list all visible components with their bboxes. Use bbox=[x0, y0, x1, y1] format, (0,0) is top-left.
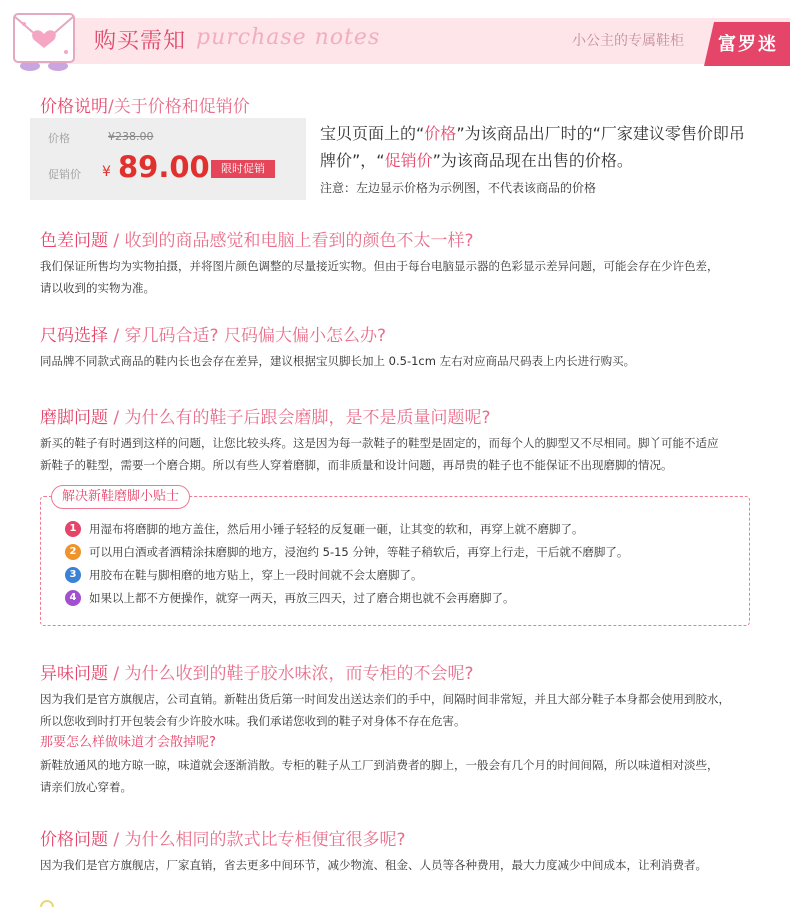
rub-section bbox=[40, 403, 760, 476]
section-title: 尺码选择 / 穿几码合适? 尺码偏大偏小怎么办? bbox=[40, 326, 386, 346]
section-title: 磨脚问题 / 为什么有的鞋子后跟会磨脚，是不是质量问题呢? bbox=[40, 408, 491, 428]
header-banner bbox=[0, 8, 790, 74]
body-line: 新鞋放通风的地方晾一晾，味道就会逐渐消散。专柜的鞋子从工厂到消费者的脚上，一般会有几个月的时间间隔，所以味道相对淡些， bbox=[40, 758, 719, 772]
smell-section bbox=[40, 659, 760, 798]
section-title: 价格问题 / 为什么相同的款式比专柜便宜很多呢? bbox=[40, 830, 406, 850]
promo-tag: 限时促销 bbox=[211, 160, 275, 178]
body-line: 新鞋子的鞋型，需要一个磨合期。所以有些人穿着磨脚，而非质量和设计问题，再昂贵的鞋子也不能保证不出现磨脚的情况。 bbox=[40, 458, 673, 472]
price-label: 价格 bbox=[48, 132, 70, 145]
tip-text: 如果以上都不方便操作，就穿一两天，再放三四天，过了磨合期也就不会再磨脚了。 bbox=[89, 591, 515, 605]
brand-name: 富罗迷 bbox=[718, 34, 778, 55]
body-line: 因为我们是官方旗舰店，公司直销。新鞋出货后第一时间发出送达亲们的手中，间隔时间非常短，并且大部分鞋子本身都会使用到胶水， bbox=[40, 692, 730, 706]
section-title-sub: 为什么相同的款式比专柜便宜很多呢? bbox=[124, 830, 406, 850]
banner-subtitle: purchase notes bbox=[196, 25, 381, 50]
section-body bbox=[40, 688, 760, 798]
section-title-sub: 为什么收到的鞋子胶水味浓，而专柜的不会呢? bbox=[124, 664, 474, 684]
section-title bbox=[40, 92, 760, 117]
section-title-main: 色差问题 bbox=[40, 231, 108, 251]
promo-price: 89.00 bbox=[118, 150, 210, 184]
color-section bbox=[40, 226, 760, 299]
tip-text: 用胶布在鞋与脚相磨的地方贴上，穿上一段时间就不会太磨脚了。 bbox=[89, 568, 423, 582]
section-body bbox=[40, 854, 760, 876]
tip-item bbox=[65, 567, 423, 583]
section-body bbox=[40, 350, 760, 372]
body-line: 因为我们是官方旗舰店，厂家直销，省去更多中间环节，减少物流、租金、人员等各种费用，最大力度减少中间成本，让利消费者。 bbox=[40, 858, 707, 872]
section-title-main: 异味问题 bbox=[40, 664, 108, 684]
promo-price-label: 促销价 bbox=[48, 168, 81, 181]
tip-text: 可以用白酒或者酒精涂抹磨脚的地方，浸泡约 5-15 分钟，等鞋子稍软后，再穿上行走，干后就不磨脚了。 bbox=[89, 545, 629, 559]
cheap-section bbox=[40, 825, 760, 876]
tip-number-badge: 4 bbox=[65, 590, 81, 606]
bottom-decoration bbox=[40, 900, 54, 907]
body-line: 我们保证所售均为实物拍摄，并将图片颜色调整的尽量接近实物。但由于每台电脑显示器的色彩显示差异问题，可能会存在少许色差， bbox=[40, 259, 719, 273]
price-section bbox=[40, 92, 760, 117]
desc-text: 宝贝页面上的“ bbox=[320, 124, 425, 143]
price-description bbox=[320, 120, 760, 174]
body-line: 新买的鞋子有时遇到这样的问题，让您比较头疼。这是因为每一款鞋子的鞋型是固定的，而每个人的脚型又不尽相同。脚丫可能不适应 bbox=[40, 436, 719, 450]
banner-slogan: 小公主的专属鞋柜 bbox=[572, 33, 684, 49]
tip-number-badge: 2 bbox=[65, 544, 81, 560]
tip-text: 用湿布将磨脚的地方盖住，然后用小锤子轻轻的反复砸一砸，让其变的软和，再穿上就不磨脚了。 bbox=[89, 522, 584, 536]
tip-item bbox=[65, 544, 628, 560]
section-body bbox=[40, 255, 760, 299]
desc-text: ”为该商品出厂时的“厂家建议零售价即吊牌价”，“ bbox=[320, 124, 745, 170]
desc-highlight: 价格 bbox=[424, 124, 457, 143]
section-body bbox=[40, 432, 760, 476]
body-line: 请亲们放心穿着。 bbox=[40, 780, 132, 794]
section-title-main: 价格问题 bbox=[40, 830, 108, 850]
tip-number-badge: 1 bbox=[65, 521, 81, 537]
section-title-sub: /关于价格和促销价 bbox=[108, 97, 250, 117]
question-line: 那要怎么样做味道才会散掉呢? bbox=[40, 735, 216, 750]
banner-title: 购买需知 bbox=[94, 29, 187, 54]
section-title-main: 价格说明 bbox=[40, 97, 108, 117]
body-line: 所以您收到时打开包装会有少许胶水味。我们承诺您收到的鞋子对身体不存在危害。 bbox=[40, 714, 466, 728]
currency-symbol: ¥ bbox=[102, 164, 111, 180]
size-section bbox=[40, 321, 760, 372]
body-line: 同品牌不同款式商品的鞋内长也会存在差异，建议根据宝贝脚长加上 0.5-1cm 左右对应商品尺码表上内长进行购买。 bbox=[40, 354, 636, 368]
price-example-box bbox=[30, 118, 306, 200]
desc-text: ”为该商品现在出售的价格。 bbox=[432, 151, 633, 170]
section-title: 异味问题 / 为什么收到的鞋子胶水味浓，而专柜的不会呢? bbox=[40, 664, 474, 684]
tips-title: 解决新鞋磨脚小贴士 bbox=[51, 485, 190, 509]
tip-item bbox=[65, 521, 584, 537]
tip-number-badge: 3 bbox=[65, 567, 81, 583]
section-title-sub: 收到的商品感觉和电脑上看到的颜色不太一样? bbox=[124, 231, 474, 251]
section-title-main: 尺码选择 bbox=[40, 326, 108, 346]
original-price: ¥238.00 bbox=[108, 130, 154, 143]
price-note: 注意：左边显示价格为示例图，不代表该商品的价格 bbox=[320, 181, 597, 195]
section-title: 色差问题 / 收到的商品感觉和电脑上看到的颜色不太一样? bbox=[40, 231, 474, 251]
section-title-sub: 穿几码合适? 尺码偏大偏小怎么办? bbox=[124, 326, 386, 346]
tip-item bbox=[65, 590, 515, 606]
section-title-main: 磨脚问题 bbox=[40, 408, 108, 428]
envelope-icon bbox=[4, 8, 84, 74]
desc-highlight: 促销价 bbox=[384, 151, 433, 170]
body-line: 请以收到的实物为准。 bbox=[40, 281, 155, 295]
tips-box bbox=[40, 489, 750, 626]
section-title-sub: 为什么有的鞋子后跟会磨脚，是不是质量问题呢? bbox=[124, 408, 491, 428]
